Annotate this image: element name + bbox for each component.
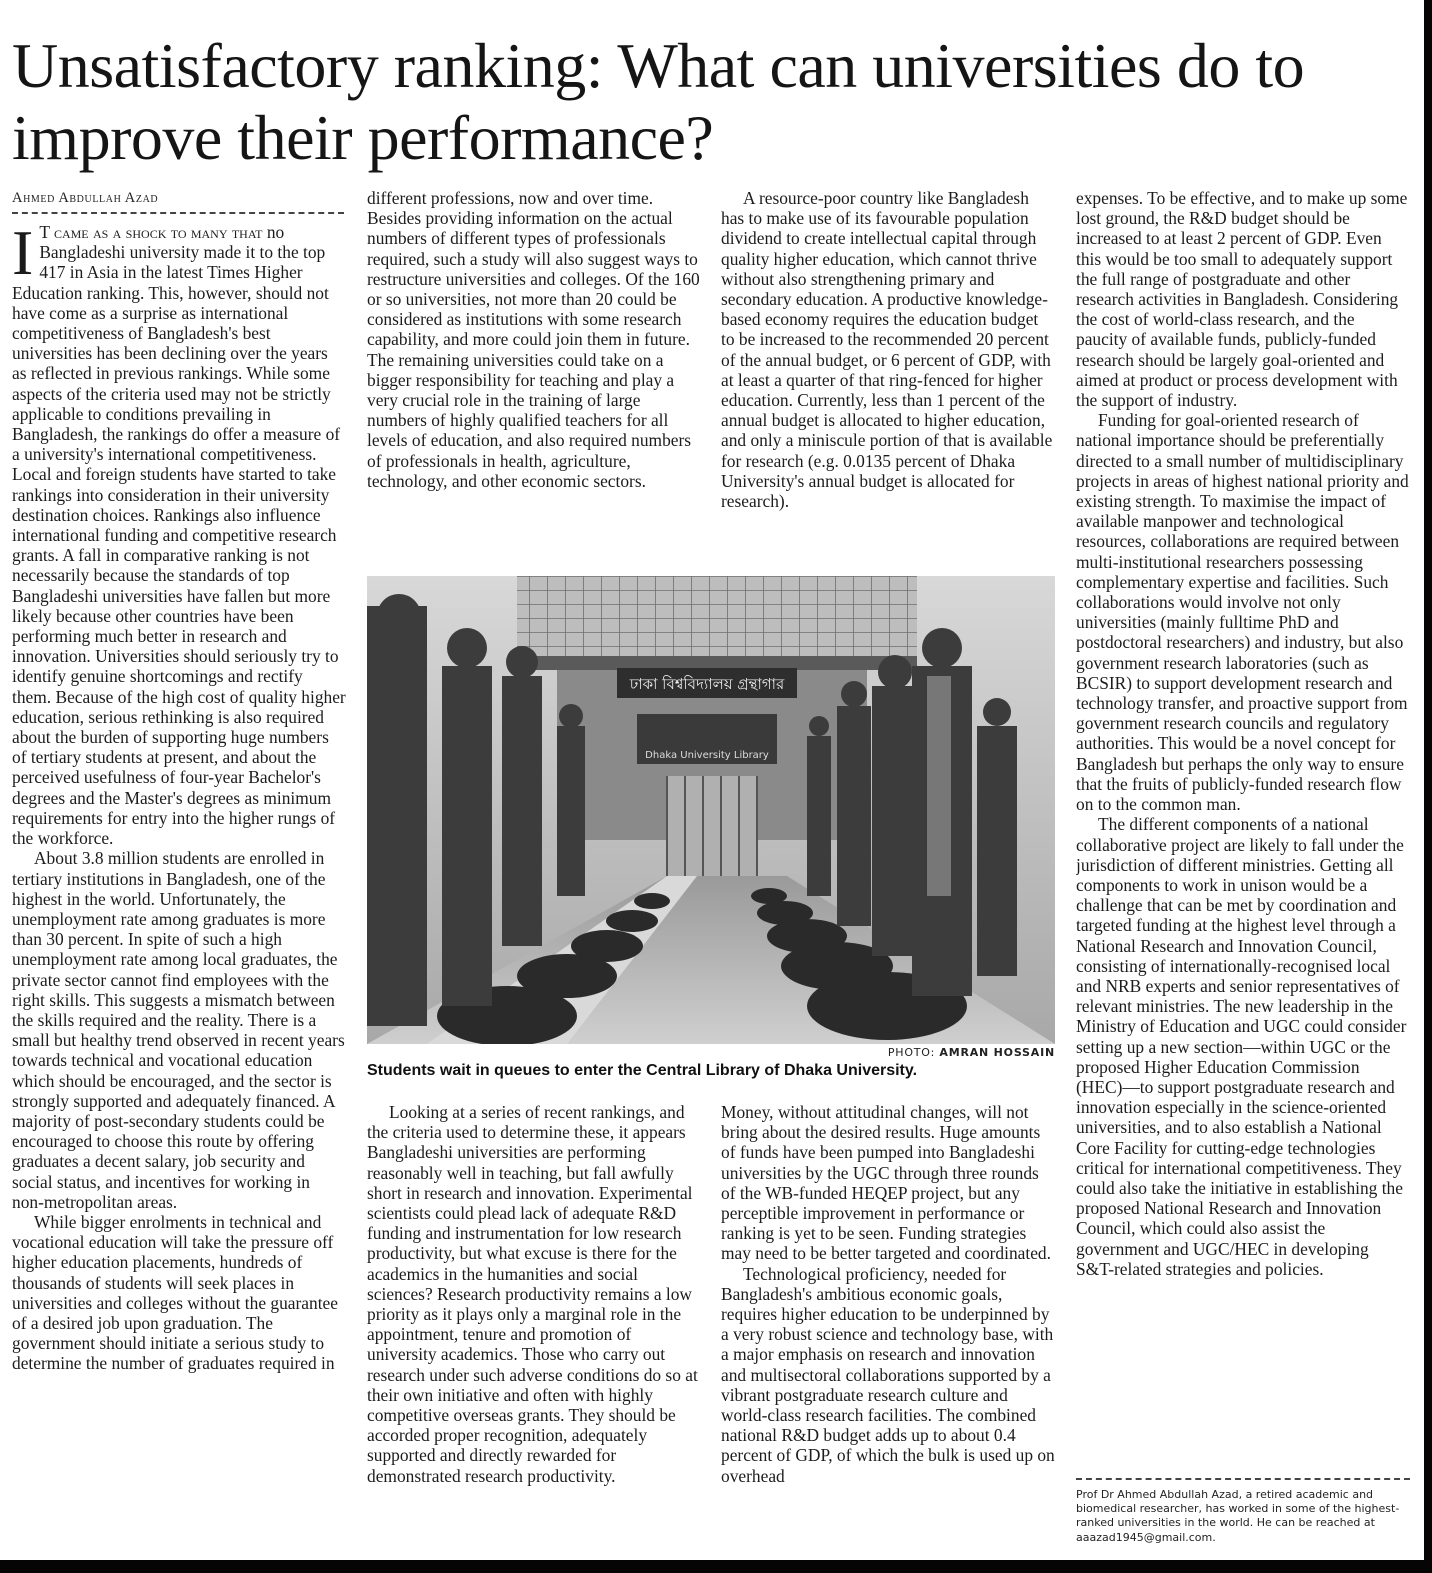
article-column-2-top — [367, 188, 701, 558]
photo-credit-name: AMRAN HOSSAIN — [939, 1046, 1055, 1059]
photo-caption: Students wait in queues to enter the Central Library of Dhaka University. — [367, 1062, 918, 1079]
photo-credit — [367, 1046, 1055, 1059]
scan-edge-right — [1424, 0, 1432, 1573]
paragraph: Technological proficiency, needed for Bangladesh's ambitious economic goals, requires higher education to be underpinned by a very robust science and technology base, with a major emphasis on research and innovation and multisectoral collaborations supported by a vibrant postgraduate research culture and world-class research facilities. The combined national R&D budget adds up to about 0.4 percent of GDP, of which the bulk is used up on overhead — [721, 1263, 1055, 1486]
bio-divider — [1076, 1478, 1410, 1480]
paragraph: About 3.8 million students are enrolled in tertiary institutions in Bangladesh, one of the highest in the world. Unfortunately, the unemployment rate among graduates is more than 30 percent. In spite of such a high unemployment rate among local graduates, the private sector cannot find employees with the right skills. This suggests a mismatch between the skills required and the reality. There is a small but healthy trend observed in recent years towards technical and vocational education which should be encouraged, and the sector is strongly supported and adequately financed. A majority of post-secondary students could be encouraged to choose this route by offering graduates a decent salary, job security and social status, and incentives for working in non-metropolitan areas. — [12, 848, 345, 1212]
article-column-3-top — [721, 188, 1055, 558]
article-column-1 — [12, 222, 346, 1560]
article-column-3-bottom — [721, 1102, 1055, 1560]
paragraph: Money, without attitudinal changes, will not bring about the desired results. Huge amounts of funds have been pumped into Bangladeshi universities by the UGC through three rounds of the WB-funded HEQEP project, but any perceptible improvement in performance or ranking is yet to be seen. Funding strategies may need to be better targeted and coordinated. — [721, 1102, 1051, 1264]
lead-paragraph-text: no Bangladeshi university made it to the top 417 in Asia in the latest Times Higher Education ranking. This, however, should not have come as a surprise as international competitiveness of Bangladesh's best universities has been declining over the years as reflected in previous rankings. While some aspects of the criteria used may not be strictly applicable to conditions prevailing in Bangladesh, the rankings do offer a measure of a university's international competitiveness. Local and foreign students have started to take rankings into consideration in their university destination choices. Rankings also influence international funding and competitive research grants. A fall in comparative ranking is not necessarily because the standards of top Bangladeshi universities have fallen but more likely because other countries have been performing much better in research and innovation. Universities should seriously try to identify genuine shortcomings and rectify them. Because of the high cost of quality higher education, serious rethinking is also required about the burden of supporting huge numbers of tertiary students at present, and about the perceived usefulness of four-year Bachelor's degrees and the Master's degrees as minimum requirements for entry into the higher rungs of the workforce. — [12, 222, 346, 849]
paragraph: different professions, now and over time. Besides providing information on the actual numbers of different types of professionals required, such a study will also suggest ways to restructure universities and colleges. Of the 160 or so universities, not more than 20 could be considered as institutions with some research capability, and more could join them in future. The remaining universities could take on a bigger responsibility for teaching and play a very crucial role in the training of large numbers of highly qualified teachers for all levels of education, and also required numbers of professionals in health, agriculture, technology, and other economic sectors. — [367, 188, 700, 491]
lead-paragraph — [12, 222, 346, 848]
article-byline: Ahmed Abdullah Azad — [12, 190, 344, 214]
paragraph: A resource-poor country like Bangladesh has to make use of its favourable population dividend to create intellectual capital through quality higher education, which cannot thrive without also strengthening primary and secondary education. A productive knowledge-based economy requires the education budget to be increased to the recommended 20 percent of the annual budget, or 6 percent of GDP, with at least a quarter of that ring-fenced for higher education. Currently, less than 1 percent of the annual budget is allocated to higher education, and only a miniscule portion of that is available for research (e.g. 0.0135 percent of Dhaka University's annual budget is allocated for research). — [721, 188, 1053, 512]
paragraph: Looking at a series of recent rankings, and the criteria used to determine these, it appears Bangladeshi universities are performing reasonably well in teaching, but fall awfully short in research and innovation. Experimental scientists could plead lack of adequate R&D funding and instrumentation for low research productivity, but what excuse is there for the academics in the humanities and social sciences? Research productivity remains a low priority as it plays only a marginal role in the appointment, tenure and promotion of university academics. Those who carry out research under such adverse conditions do so at their own initiative and often with highly competitive overseas grants. They should be accorded proper recognition, adequately supported and directly rewarded for demonstrated research productivity. — [367, 1102, 698, 1486]
photo-credit-label: PHOTO: — [887, 1046, 936, 1059]
library-sign-english: Dhaka University Library — [645, 750, 769, 761]
paragraph: expenses. To be effective, and to make up some lost ground, the R&D budget should be increased to at least 2 percent of GDP. Even this would be too small to adequately support the full range of postgraduate and other research activities in Bangladesh. Considering the cost of world-class research, and the paucity of available funds, publicly-funded research should be largely goal-oriented and aimed at product or process development with the support of industry. — [1076, 188, 1408, 411]
article-column-2-bottom — [367, 1102, 701, 1560]
article-photo — [367, 576, 1055, 1044]
library-queue-photo — [367, 576, 1055, 1044]
library-sign-bangla: ঢাকা বিশ্ববিদ্যালয় গ্রন্থাগার — [629, 675, 785, 693]
article-headline: Unsatisfactory ranking: What can universities do to improve their performance? — [12, 30, 1305, 173]
paragraph: Funding for goal-oriented research of national importance should be preferentially directed to a small number of multidisciplinary projects in areas of highest national priority and existing strength. To maximise the impact of available manpower and technological resources, collaborations are required between multi-institutional researchers possessing complementary expertise and facilities. Such collaborations would involve not only universities (mainly fulltime PhD and postdoctoral researchers) and industry, but also government research laboratories (such as BCSIR) to support development research and technology transfer, and proactive support from government research councils and regulatory authorities. This would be a novel concept for Bangladesh but perhaps the only way to ensure that the fruits of publicly-funded research flow on to the common man. — [1076, 410, 1409, 815]
paragraph: While bigger enrolments in technical and vocational education will take the pressure off higher education placements, hundreds of thousands of students will seek places in universities and colleges without the guarantee of a desired job upon graduation. The government should initiate a serious study to determine the number of graduates required in — [12, 1211, 338, 1374]
lead-in-caps: T came as a shock to many that — [39, 222, 263, 242]
drop-cap: I — [12, 222, 34, 288]
scan-edge-bottom — [0, 1560, 1432, 1573]
author-bio: Prof Dr Ahmed Abdullah Azad, a retired academic and biomedical researcher, has worked in some of the highest-ranked universities in the world. He can be reached at aaazad1945@gmail.com. — [1076, 1488, 1400, 1544]
article-column-4 — [1076, 188, 1410, 1478]
paragraph: The different components of a national collaborative project are likely to fall under the jurisdiction of different ministries. Getting all components to work in unison would be a challenge that can be met by coordination and targeted funding at the highest level through a National Research and Innovation Council, consisting of internationally-recognised local and NRB experts and senior representatives of relevant ministries. The new leadership in the Ministry of Education and UGC could consider setting up a new section—within UGC or the proposed Higher Education Commission (HEC)—to support postgraduate research and innovation especially in the science-oriented universities, and to also establish a National Core Facility for cutting-edge technologies critical for international competitiveness. They could also take the initiative in establishing the proposed National Research and Innovation Council, which could also assist the government and UGC/HEC in developing S&T-related strategies and policies. — [1076, 814, 1407, 1279]
